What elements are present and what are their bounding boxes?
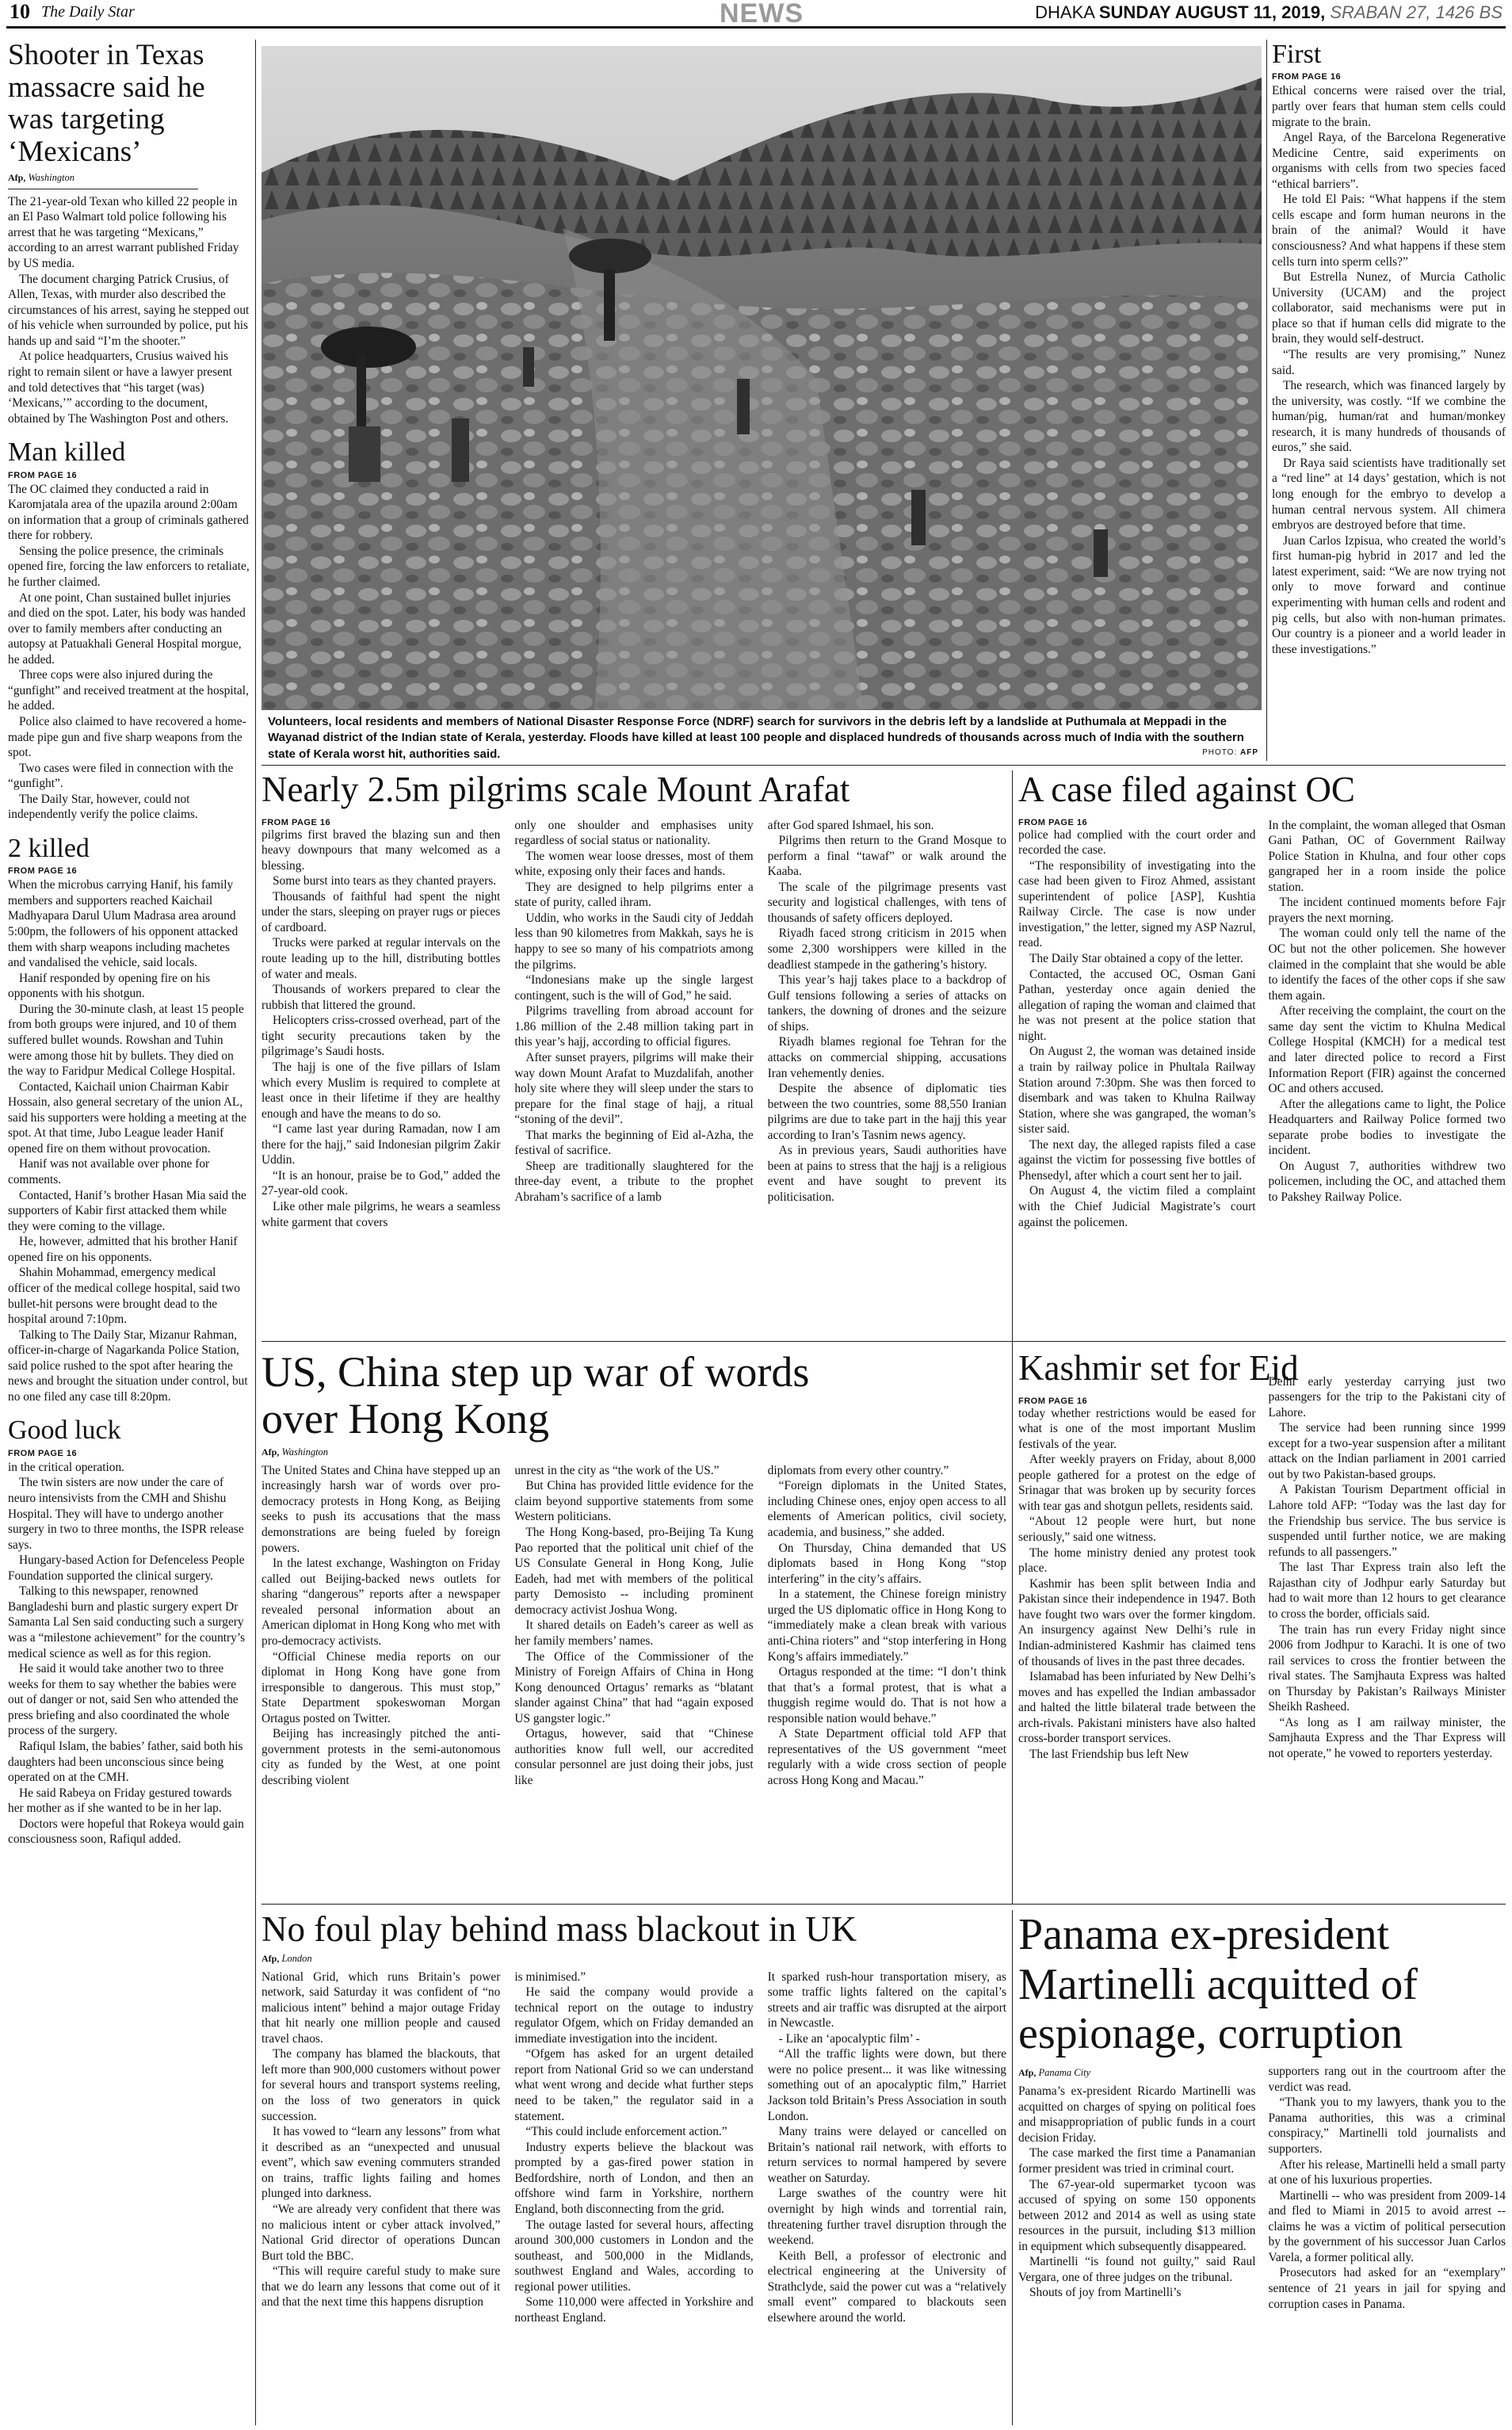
paragraph: When the microbus carrying Hanif, his family members and supporters reached Kaichail Madhyapara Darul Ulum Madrasa area around 5:00pm, the followers of his opponent attacked them with sharp weapons including machetes and vandalised the vehicle, said locals. xyxy=(8,878,239,970)
paragraph: Hungary-based Action for Defenceless People Foundation supported the clinical surgery. xyxy=(8,1553,245,1583)
paragraph: During the 30-minute clash, at least 15 people from both groups were injured, and 10 of them suffered bullet wounds. Rowshan and Tuhin were among those hit by bullets. They died on the way to Faridpur Medical College Hospital. xyxy=(8,1002,244,1079)
page-number: 10 xyxy=(10,0,30,23)
paragraph: pilgrims first braved the blazing sun and then heavy downpours that many welcomed as a blessing. xyxy=(262,827,501,873)
headline: Man killed xyxy=(8,437,126,468)
jump-line: FROM PAGE 16 xyxy=(1018,1396,1088,1406)
jump-line: FROM PAGE 16 xyxy=(8,1448,78,1458)
paragraph: On August 4, the victim filed a complaint with the Chief Judicial Magistrate’s court against the policemen. xyxy=(1018,1184,1256,1229)
article-body xyxy=(8,877,250,1404)
paragraph: But Estrella Nunez, of Murcia Catholic University (UCAM) and the project collaborator, said mechanisms were put in place so that if human cells did migrate to the brain, they would self-destruct. xyxy=(1272,270,1506,346)
article-body xyxy=(262,1463,500,1789)
column-rule xyxy=(1266,40,1267,761)
jump-line: FROM PAGE 16 xyxy=(8,470,78,480)
paragraph: “I came last year during Ramadan, now I am there for the hajj,” said Indonesian pilgrim Zakir Uddin. xyxy=(262,1122,501,1167)
paragraph: today whether restrictions would be eased for what is one of the most important Muslim festivals of the year. xyxy=(1018,1406,1256,1451)
paragraph: Many trains were delayed or cancelled on Britain’s national rail network, with efforts to return services to normal hampered by severe weather on Saturday. xyxy=(767,2125,1006,2185)
landslide-photo xyxy=(262,46,1262,710)
paragraph: Industry experts believe the blackout was prompted by a gas-fired power station in Bedfordshire, north of London, and then an offshore wind farm in Yorkshire, northern England, both disconnecting from the grid. xyxy=(514,2140,754,2216)
paragraph: police had complied with the court order and recorded the case. xyxy=(1018,827,1256,858)
photo-credit-label: PHOTO: xyxy=(1202,748,1238,757)
article-man-killed xyxy=(8,437,250,823)
paragraph: Dr Raya said scientists have traditionally set a “red line” at 14 days’ gestation, which is not long enough for the embryo to develop a human central nervous system. All chimera embryos are destroyed before that time. xyxy=(1272,456,1506,533)
headline: Panama ex-president Martinelli acquitted of espionage, corruption xyxy=(1018,1910,1418,2059)
article-body xyxy=(1018,1406,1256,1763)
byline-agency: Afp, xyxy=(262,1446,280,1458)
headline: Shooter in Texas massacre said he was targeting ‘Mexicans’ xyxy=(8,40,205,169)
paragraph: After the allegations came to light, the Police Headquarters and Railway Police formed two separate probe bodies to investigate the incident. xyxy=(1268,1097,1506,1158)
paragraph: Beijing has increasingly pitched the anti-government protests in the semi-autonomous city as funded by the West, at one point describing violent xyxy=(262,1727,501,1788)
text-column xyxy=(1018,1396,1256,1763)
paragraph: Contacted, the accused OC, Osman Gani Pathan, yesterday once again denied the allegation of raping the woman and claimed that he was not present at the police station that night. xyxy=(1018,967,1256,1043)
text-column xyxy=(1269,818,1506,1231)
paragraph: The service had been running since 1999 except for a two-year suspension after a militant attack on the Indian parliament in 2001 carried out by two Pakistan-based groups. xyxy=(1268,1421,1506,1481)
paragraph: Riyadh faced strong criticism in 2015 when some 2,300 worshippers were killed in the deadliest stampede in the gathering’s history. xyxy=(767,927,1006,972)
text-column xyxy=(514,1970,753,2326)
text-column xyxy=(768,818,1006,1231)
paragraph: is minimised.” xyxy=(514,1970,586,1984)
paragraph: Hanif responded by opening fire on his opponents with his shotgun. xyxy=(8,971,211,1001)
paragraph: It shared details on Eadeh’s career as well as her family members’ names. xyxy=(514,1618,754,1648)
paragraph: On Thursday, China demanded that US diplomats based in Hong Kong “stop interfering” in the city’s affairs. xyxy=(767,1541,1006,1586)
article-body xyxy=(768,1463,1006,1789)
article-body xyxy=(1272,83,1506,657)
paragraph: Like other male pilgrims, he wears a seamless white garment that covers xyxy=(262,1200,501,1229)
paragraph: Juan Carlos Izpisua, who created the world’s first human-pig hybrid in 2017 and led the latest experiment, said: “We are now trying not only to move forward and continue experimenting with human cells and rodent and pig cells, but also with non-human primates. Our country is a pioneer and a world leader in these investigations.” xyxy=(1272,533,1506,656)
paragraph: Police also claimed to have recovered a home-made pipe gun and five sharp weapons from the spot. xyxy=(8,715,246,760)
paragraph: Panama’s ex-president Ricardo Martinelli was acquitted on charges of spying on political foes and misappropriation of public funds in a court decision Friday. xyxy=(1018,2084,1256,2145)
article-body xyxy=(262,827,500,1231)
paragraph: unrest in the city as “the work of the US.” xyxy=(514,1463,720,1477)
byline xyxy=(262,1446,1006,1458)
paragraph: It has vowed to “learn any lessons” from what it described as an “unexpected and unusual event”, which saw evening commuters stranded on trains, traffic lights failing and homes plunged into darkness. xyxy=(262,2125,501,2201)
left-column xyxy=(8,40,250,2425)
paragraph: The next day, the alleged rapists filed a case against the victim for possessing five bottles of Phensedyl, after which a court sent her to jail. xyxy=(1018,1137,1256,1183)
paragraph: In the complaint, the woman alleged that Osman Gani Pathan, OC of Government Railway Police Station in Khulna, and four other cops gangraped her in a room inside the police station. xyxy=(1268,818,1506,894)
byline xyxy=(1018,2067,1256,2079)
paragraph: Pilgrims then return to the Grand Mosque to perform a final “tawaf” or walk around the Kaaba. xyxy=(767,834,1006,879)
article-blackout xyxy=(262,1910,1006,2425)
paragraph: But China has provided little evidence for the claim beyond supportive statements from some Western politicians. xyxy=(514,1479,754,1524)
paragraph: Trucks were parked at regular intervals on the route leading up to the hill, distributing bottles of water and meals. xyxy=(262,936,501,981)
paragraph: The scale of the pilgrimage presents vast security and logistical challenges, with tens of thousands of safety officers deployed. xyxy=(767,880,1006,925)
text-column xyxy=(768,1970,1006,2326)
headline: Nearly 2.5m pilgrims scale Mount Arafat xyxy=(262,770,850,809)
paragraph: Talking to this newspaper, renowned Bangladeshi burn and plastic surgery expert Dr Samanta Lal Sen said conducting such a surgery was a “milestone achievement” for the country’s medical science as well as for this region. xyxy=(8,1584,246,1660)
article-body xyxy=(514,818,753,1205)
paragraph: Sensing the police presence, the criminals opened fire, forcing the law enforcers to retaliate, he further claimed. xyxy=(8,544,250,589)
paragraph: The women wear loose dresses, most of them white, exposing only their faces and hands. xyxy=(514,849,754,879)
paragraph: The home ministry denied any protest took place. xyxy=(1018,1545,1256,1576)
article-body xyxy=(1018,2084,1256,2301)
byline xyxy=(8,172,250,184)
paragraph: The outage lasted for several hours, affecting around 300,000 customers in London and the southeast, and 500,000 in the Midlands, southwest England and Wales, according to regional power utilities. xyxy=(514,2218,754,2294)
paragraph: Three cops were also injured during the “gunfight” and received treatment at the hospital, he added. xyxy=(8,668,249,713)
text-column xyxy=(262,1463,500,1789)
jump-line: FROM PAGE 16 xyxy=(1272,72,1342,82)
paragraph: The Office of the Commissioner of the Ministry of Foreign Affairs of China in Hong Kong denounced Ortagus’ remarks as “blatant slander against China” that had “again exposed US gangster logic.” xyxy=(514,1649,754,1725)
paragraph: He said the company would provide a technical report on the outage to industry regulator Ofgem, which on Friday demanded an immediate investigation into the incident. xyxy=(514,1985,754,2046)
paragraph: The 21-year-old Texan who killed 22 people in an El Paso Walmart told police following his arrest that he was targeting “Mexicans,” according to an arrest warrant published Friday by US media. xyxy=(8,194,239,270)
byline-place: Washington xyxy=(281,1446,329,1458)
paragraph: This year’s hajj takes place to a backdrop of Gulf tensions following a series of attacks on tankers, the downing of drones and the seizure of ships. xyxy=(767,973,1006,1034)
text-column xyxy=(262,1970,500,2326)
paragraph: Shahin Mohammad, emergency medical officer of the medical college hospital, said two bullet-hit persons were brought dead to the hospital around 7:10pm. xyxy=(8,1266,240,1327)
paragraph: Doctors were hopeful that Rokeya would gain consciousness soon, Rafiqul added. xyxy=(8,1817,244,1847)
paragraph: He told El Pais: “What happens if the stem cells escape and form human neurons in the brain of the animal? Would it have consciousness? And what happens if these stem cells turn into sperm cells?” xyxy=(1272,193,1506,269)
paragraph: “This could include enforcement action.” xyxy=(525,2125,727,2139)
paragraph: Kashmir has been split between India and Pakistan since their independence in 1947. Both have fought two wars over the former kingdom. An insurgency against New Delhi’s rule in Indian-administered Kashmir has claimed tens of thousands of lives in the past three decades. xyxy=(1018,1576,1256,1668)
paragraph: At police headquarters, Crusius waived his right to remain silent or have a lawyer present and told detectives that “his target (was) ‘Mexicans,’” according to the document, obtained by The Washington Post and others. xyxy=(8,350,232,426)
paragraph: Contacted, Hanif’s brother Hasan Mia said the supporters of Kabir first attacked them while they were coming to the village. xyxy=(8,1188,246,1233)
paragraph: The woman could only tell the name of the OC but not the other policemen. She however claimed in the complaint that she would be able to identify the faces of the other cops if she saw them again. xyxy=(1268,927,1506,1003)
photo-credit-source: AFP xyxy=(1240,748,1258,757)
article-body xyxy=(514,1970,753,2326)
paragraph: Thousands of faithful had spent the night under the stars, sleeping on prayer rugs or pieces of cardboard. xyxy=(262,889,501,934)
article-oc-case xyxy=(1018,770,1506,1341)
paragraph: The United States and China have stepped up an increasingly harsh war of words over pro-democracy protests in Hong Kong, as Beijing seeks to push its accusations that the mass demonstrations are being fueled by foreign powers. xyxy=(262,1463,501,1555)
paragraph: That marks the beginning of Eid al-Azha, the festival of sacrifice. xyxy=(514,1128,754,1158)
paragraph: diplomats from every other country.” xyxy=(767,1463,949,1477)
landslide-photo-image xyxy=(262,46,1262,710)
article-kashmir xyxy=(1018,1349,1506,1904)
horizontal-rule xyxy=(262,765,1506,766)
paragraph: On August 7, authorities withdrew two policemen, including the OC, and attached them to Pakshey Railway Police. xyxy=(1268,1159,1506,1204)
paragraph: only one shoulder and emphasises unity regardless of social status or nationality. xyxy=(514,818,754,848)
paragraph: “About 12 people were hurt, but none seriously,” said one witness. xyxy=(1018,1515,1256,1544)
paragraph: The train has run every Friday night since 2006 from Jodhpur to Karachi. It is one of two rail services to cross the frontier between the rival states. The Samjhauta Express was halted on Thursday by Pakistan’s Railways Minister Sheikh Rasheed. xyxy=(1268,1622,1506,1714)
paragraph: “Ofgem has asked for an urgent detailed report from National Grid so we can understand what went wrong and decide what further steps need to be taken,” the regulator said in a statement. xyxy=(514,2047,754,2123)
paragraph: Talking to The Daily Star, Mizanur Rahman, officer-in-charge of Nagarkanda Police Station, said police rushed to the spot after hearing the news and brought the situation under control, but no one filed any case till 8:20pm. xyxy=(8,1328,248,1404)
byline-agency: Afp, xyxy=(1018,2067,1037,2079)
paragraph: As in previous years, Saudi authorities have been at pains to stress that the hajj is a religious event and have sought to prevent its politicisation. xyxy=(767,1144,1006,1204)
article-body xyxy=(768,818,1006,1205)
jump-line: FROM PAGE 16 xyxy=(1018,817,1088,827)
paragraph: “Official Chinese media reports on our diplomat in Hong Kong have gone from irresponsible to dangerous. This must stop,” State Department spokeswoman Morgan Ortagus posted on Twitter. xyxy=(262,1649,501,1725)
byline-place: Washington xyxy=(28,171,75,183)
paragraph: Martinelli -- who was president from 2009-14 and fled to Miami in 2015 to avoid arrest -- claims he was a victim of political persecution by the government of his successor Juan Carlos Varela, a former political ally. xyxy=(1268,2188,1506,2264)
text-column xyxy=(1269,1374,1506,1763)
paragraph: A Pakistan Tourism Department official in Lahore told AFP: “Today was the last day for the Friendship bus service. The bus service is suspended until further notice, we are making refunds to all passengers.” xyxy=(1268,1483,1506,1559)
paragraph: “The responsibility of investigating into the case had been given to Firoz Ahmed, assistant superintendent of police [ASP], Kushtia Railway Circle. The case is now under investigation,” the letter, signed my ASP Nazrul, read. xyxy=(1018,858,1256,950)
paragraph: “It is an honour, praise be to God,” added the 27-year-old cook. xyxy=(262,1168,501,1198)
paragraph: Shouts of joy from Martinelli’s xyxy=(1029,2286,1182,2300)
paragraph: The Hong Kong-based, pro-Beijing Ta Kung Pao reported that the political unit chief of the US Consulate General in Hong Kong, Julie Eadeh, had met with members of the political party Demosisto -- including prominent democracy activist Joshua Wong. xyxy=(514,1526,754,1617)
article-body xyxy=(1018,827,1256,1231)
paragraph: The document charging Patrick Crusius, of Allen, Texas, with murder also described the circumstances of his arrest, saying he stepped out of his vehicle when surrounded by police, put his hands up and said “I’m the shooter.” xyxy=(8,272,250,348)
headline: First xyxy=(1272,40,1322,69)
paragraph: Thousands of workers prepared to clear the rubbish that littered the ground. xyxy=(262,983,501,1012)
paragraph: The company has blamed the blackouts, that left more than 900,000 customers without power for several hours and transport systems reeling, on the loss of two generators in quick succession. xyxy=(262,2047,501,2123)
column-rule xyxy=(255,40,256,2425)
paragraph: after God spared Ishmael, his son. xyxy=(767,818,934,832)
paragraph: Prosecutors had asked for an “exemplary” sentence of 21 years in jail for spying and corruption cases in Panama. xyxy=(1268,2266,1506,2311)
paragraph: in the critical operation. xyxy=(8,1460,125,1474)
paragraph: It sparked rush-hour transportation misery, as some traffic lights faltered on the capital’s streets and air traffic was disrupted at the airport in Newcastle. xyxy=(767,1970,1006,2031)
paragraph: Rafiqul Islam, the babies’ father, said both his daughters had been unconscious since being operated on at the CMH. xyxy=(8,1739,243,1785)
paragraph: The last Friendship bus left New xyxy=(1029,1747,1189,1761)
dateline-city: DHAKA xyxy=(1035,2,1094,22)
paragraph: - Like an ‘apocalyptic film’ - xyxy=(778,2031,920,2046)
article-body xyxy=(1269,818,1506,1205)
paragraph: The case marked the first time a Panamanian former president was tried in criminal court. xyxy=(1018,2146,1256,2176)
text-column xyxy=(1269,2064,1506,2312)
paragraph: On August 2, the woman was detained inside a train by railway police in Phultala Railway Station around 7:30pm. She was then forced to disembark and was taken to Khulna Railway Station, where she was gangraped, the woman’s sister said. xyxy=(1018,1045,1256,1137)
paragraph: In the latest exchange, Washington on Friday called out Beijing-backed news outlets for sharing “dangerous” reports after a newspaper revealed personal information about an American diplomat in Hong Kong who met with pro-democracy activists. xyxy=(262,1557,501,1648)
text-column xyxy=(1018,2064,1256,2312)
byline-place: Panama City xyxy=(1038,2067,1091,2079)
headline: Kashmir set for Eid xyxy=(1018,1349,1299,1388)
paragraph: Pilgrims travelling from abroad account for 1.86 million of the 2.48 million taking part in this year’s hajj, according to official figures. xyxy=(514,1004,754,1049)
paragraph: Keith Bell, a professor of electronic and electrical engineering at the University of Strathclyde, said the power cut was a “relatively small event” compared to blackouts seen elsewhere around the world. xyxy=(767,2249,1006,2325)
text-column xyxy=(768,1463,1006,1789)
paragraph: “This will require careful study to make sure that we do learn any lessons that come out of it and that the next time this happens disruption xyxy=(262,2264,501,2310)
paragraph: At one point, Chan sustained bullet injuries and died on the spot. Later, his body was handed over to family members after conducting an autopsy at Patuakhali General Hospital morgue, he added. xyxy=(8,590,246,667)
text-column xyxy=(514,818,753,1231)
paragraph: The 67-year-old supermarket tycoon was accused of spying on some 150 opponents between 2012 and 2014 as well as using state resources in the pursuit, including $13 million in equipment which subsequently disappeared. xyxy=(1018,2177,1256,2253)
paragraph: “Foreign diplomats in the United States, including Chinese ones, enjoy open access to all elements of American politics, civil society, academia, and business,” she added. xyxy=(767,1479,1006,1540)
paper-name: The Daily Star xyxy=(41,3,135,21)
paragraph: Delhi early yesterday carrying just two passengers for the trip to the Pakistani city of Lahore. xyxy=(1268,1374,1506,1419)
masthead xyxy=(6,0,1506,29)
paragraph: “The results are very promising,” Nunez said. xyxy=(1272,347,1506,377)
paragraph: Despite the absence of diplomatic ties between the two countries, some 88,550 Iranian pilgrims are due to take part in the hajj this year according to Iran’s Tasnim news agency. xyxy=(767,1082,1006,1142)
paragraph: The hajj is one of the five pillars of Islam which every Muslim is required to complete at least once in their lifetime if they are healthy enough and have the means to do so. xyxy=(262,1060,501,1121)
horizontal-rule xyxy=(262,1341,1506,1342)
paragraph: After receiving the complaint, the court on the same day sent the victim to Khulna Medical College Hospital (KMCH) for a medical test and later directed police to record a First Information Report (FIR) against the concerned OC and others accused. xyxy=(1268,1004,1506,1096)
paragraph: Ortagus, however, said that “Chinese authorities know full well, our accredited consular personnel are just doing their jobs, just like xyxy=(514,1727,754,1788)
paragraph: Some 110,000 were affected in Yorkshire and northeast England. xyxy=(514,2295,754,2325)
paragraph: The research, which was financed largely by the university, was costly. “If we combine the human/pig, human/rat and human/monkey research, it is many hundreds of thousands of euros,” she said. xyxy=(1272,379,1506,455)
article-shooter xyxy=(8,40,250,426)
jump-line: FROM PAGE 16 xyxy=(8,866,78,877)
article-pilgrims xyxy=(262,770,1006,1341)
headline: US, China step up war of words over Hong Kong xyxy=(262,1349,810,1443)
paragraph: Some burst into tears as they chanted prayers. xyxy=(273,874,497,888)
text-column xyxy=(514,1463,753,1789)
paragraph: Hanif was not available over phone for comments. xyxy=(8,1157,210,1187)
paragraph: Ortagus responded at the time: “I don’t think that that’s a formal protest, that is what a thuggish regime would do. That is not how a responsible nation would behave.” xyxy=(767,1665,1006,1725)
paragraph: The twin sisters are now under the care of neuro intensivists from the CMH and Shishu Hospital. They will have to undergo another surgery in two to three months, the ISPR release says. xyxy=(8,1476,244,1552)
section-name: NEWS xyxy=(720,0,804,29)
headline: A case filed against OC xyxy=(1018,770,1355,809)
paragraph: Islamabad has been infuriated by New Delhi’s moves and has expelled the Indian ambassador and halted the little bilateral trade between the arch-rivals. Pakistani ministers have also halted cross-border transport services. xyxy=(1018,1670,1256,1746)
dateline-bangla-date: SRABAN 27, 1426 BS xyxy=(1330,2,1502,22)
article-body xyxy=(8,482,250,823)
photo-caption: Volunteers, local residents and members of National Disaster Response Force (NDRF) search for survivors in the debris left by a landslide at Puthumala at Meppadi in the Wayanad district of the Indian state of Kerala, yesterday. Floods have killed at least 100 people and displaced hundreds of thousands across much of India with the southern state of Kerala worst hit, authorities said. xyxy=(268,715,1244,761)
paragraph: Riyadh blames regional foe Tehran for the attacks on commercial shipping, accusations Iran vehemently denies. xyxy=(767,1035,1006,1080)
paragraph: “All the traffic lights were down, but there were no police present... it was like witnessing something out of an apocalyptic film,” Harriet Jackson told Britain’s Press Association in south London. xyxy=(767,2047,1006,2123)
column-rule xyxy=(1012,1910,1013,2425)
horizontal-rule xyxy=(262,1904,1506,1905)
paragraph: He said Rabeya on Friday gestured towards her mother as if she wanted to be in her lap. xyxy=(8,1786,232,1816)
paragraph: Angel Raya, of the Barcelona Regenerative Medicine Centre, said experiments on organisms with cells from two species faced “ethical barriers”. xyxy=(1272,131,1506,191)
paragraph: He said it would take another two to three weeks for them to say whether the babies were out of danger or not, said Sen who attended the press briefing and also coordinated the whole process of the surgery. xyxy=(8,1662,239,1738)
paragraph: National Grid, which runs Britain’s power network, said Saturday it was confident of “no malicious intent” behind a major outage Friday that hit nearly one million people and caused travel chaos. xyxy=(262,1970,501,2046)
paragraph: Uddin, who works in the Saudi city of Jeddah less than 90 kilometres from Makkah, says he is happy to see so many of his compatriots among the pilgrims. xyxy=(514,911,754,972)
paragraph: After weekly prayers on Friday, about 8,000 people gathered for a protest on the edge of Srinagar that was broken up by security forces with tear gas and shotgun pellets, residents said. xyxy=(1018,1453,1256,1513)
article-good-luck xyxy=(8,1416,250,1847)
byline xyxy=(262,1953,1006,1965)
paragraph: Two cases were filed in connection with the “gunfight”. xyxy=(8,761,234,791)
headline: No foul play behind mass blackout in UK xyxy=(262,1910,857,1949)
article-body xyxy=(8,1460,250,1847)
dateline xyxy=(1035,2,1502,23)
byline-agency: Afp, xyxy=(8,171,26,183)
article-body xyxy=(1269,2064,1506,2312)
text-column xyxy=(1018,818,1256,1231)
paragraph: Ethical concerns were raised over the trial, partly over fears that human stem cells could migrate to the brain. xyxy=(1272,84,1506,129)
paragraph: The OC claimed they conducted a raid in Karomjatala area of the upazila around 2:00am on information that a group of criminals gathered there for robbery. xyxy=(8,482,249,543)
paragraph: The Daily Star, however, could not independently verify the police claims. xyxy=(8,792,198,822)
paragraph: “Indonesians make up the single largest contingent, such is the will of God,” he said. xyxy=(514,973,754,1003)
paragraph: Helicopters criss-crossed overhead, part of the tight security precautions taken by the pilgrimage’s Saudi hosts. xyxy=(262,1014,501,1059)
headline: Good luck xyxy=(8,1416,121,1446)
paragraph: After his release, Martinelli held a small party at one of his luxurious properties. xyxy=(1268,2157,1506,2187)
paragraph: “As long as I am railway minister, the Samjhauta Express and the Thar Express will not operate,” he vowed to reporters yesterday. xyxy=(1268,1715,1506,1760)
paragraph: “We are already very confident that there was no malicious intent or cyber attack involved,” National Grid director of operations Duncan Burt told the BBC. xyxy=(262,2202,501,2263)
paragraph: The Daily Star obtained a copy of the letter. xyxy=(1029,952,1243,965)
paragraph: Contacted, Kaichail union Chairman Kabir Hossain, also general secretary of the union AL, said his supporters were holding a meeting at the spot. At that time, Jubo League leader Hanif opened fire on them without provocation. xyxy=(8,1079,246,1156)
article-body xyxy=(8,194,250,426)
paragraph: He, however, admitted that his brother Hanif opened fire on his opponents. xyxy=(8,1235,238,1264)
paragraph: The last Thar Express train also left the Rajasthan city of Jodhpur early Saturday but had to wait more than 12 hours to get clearance to cross the border, officials said. xyxy=(1268,1561,1506,1621)
headline: 2 killed xyxy=(8,833,90,863)
paragraph: Martinelli “is found not guilty,” said Raul Vergara, one of three judges on the tribunal. xyxy=(1018,2255,1256,2284)
dateline-date: SUNDAY AUGUST 11, 2019, xyxy=(1098,2,1326,22)
paragraph: supporters rang out in the courtroom after the verdict was read. xyxy=(1268,2065,1506,2094)
paragraph: “Thank you to my lawyers, thank you to the Panama authorities, this was a criminal conspiracy,” Martinelli told journalists and supporters. xyxy=(1268,2096,1506,2156)
article-body xyxy=(768,1970,1006,2326)
article-two-killed xyxy=(8,834,250,1405)
article-body xyxy=(514,1463,753,1789)
paragraph: Large swathes of the country were hit overnight by high winds and torrential rain, threatening further travel disruption through the weekend. xyxy=(767,2187,1006,2248)
article-body xyxy=(262,1970,500,2310)
paragraph: In a statement, the Chinese foreign ministry urged the US diplomatic office in Hong Kong to “immediately make a clean break with various anti-China rioters” and “stop interfering in Hong Kong’s affairs immediately.” xyxy=(767,1588,1006,1664)
column-rule xyxy=(1012,770,1013,1904)
article-panama xyxy=(1018,1910,1506,2425)
paragraph: A State Department official told AFP that representatives of the US government “meet regularly with a wide cross section of people across Hong Kong and Macau.” xyxy=(767,1727,1006,1788)
paragraph: The incident continued moments before Fajr prayers the next morning. xyxy=(1268,896,1506,925)
byline-agency: Afp, xyxy=(262,1952,280,1964)
article-body xyxy=(1269,1374,1506,1762)
article-first xyxy=(1272,40,1506,765)
paragraph: Sheep are traditionally slaughtered for the three-day event, a tribute to the prophet Abraham’s sacrifice of a lamb xyxy=(514,1159,754,1204)
paragraph: After sunset prayers, pilgrims will make their way down Mount Arafat to Muzdalifah, another holy site where they will sleep under the stars to prepare for the final stage of hajj, a ritual “stoning of the devil”. xyxy=(514,1050,754,1127)
paragraph: They are designed to help pilgrims enter a state of purity, called ihram. xyxy=(514,880,754,910)
byline-place: London xyxy=(281,1952,312,1964)
jump-line: FROM PAGE 16 xyxy=(262,817,331,827)
photo-credit xyxy=(1202,748,1258,757)
article-us-china xyxy=(262,1349,1006,1904)
text-column xyxy=(262,818,500,1231)
